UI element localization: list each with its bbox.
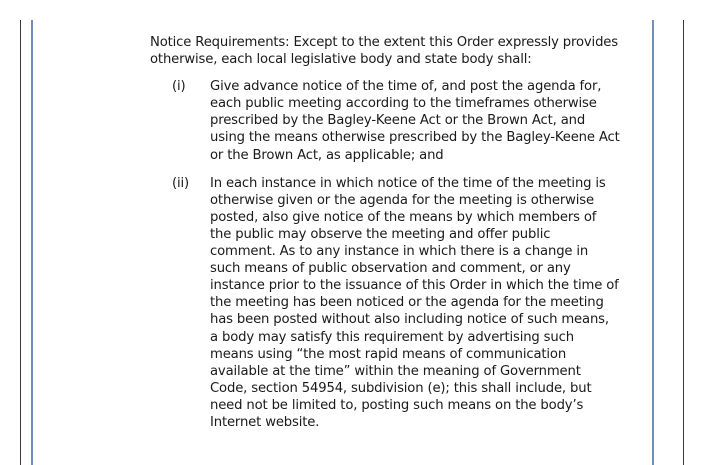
margin-guide-right <box>652 20 654 465</box>
document-body <box>150 34 620 442</box>
intro-paragraph: Notice Requirements: Except to the extent this Order expressly provides otherwise, each local legislative body and state body shall: <box>150 35 618 68</box>
list-item-i <box>150 78 620 163</box>
list-item-text: In each instance in which notice of the time of the meeting is otherwise given or the agenda for the meeting is otherwise posted, also give notice of the means by which members of the public may observe the meeting and offer public comment. As to any instance in which there is a change in such means of public observation and comment, or any instance prior to the issuance of this Order in which the time of the meeting has been noticed or the agenda for the meeting has been posted without also including notice of such means, a body may satisfy this requirement by advertising such means using “the most rapid means of communication available at the time” within the meaning of Government Code, section 54954, subdivision (e); this shall include, but need not be limited to, posting such means on the body’s Internet website. <box>210 175 619 430</box>
page-border-left <box>20 20 21 465</box>
list-marker: (ii) <box>172 175 190 191</box>
list-item-text: Give advance notice of the time of, and post the agenda for, each public meeting according to the timeframes otherwise prescribed by the Bagley-Keene Act or the Brown Act, and using the means otherwise prescribed by the Bagley-Keene Act or the Brown Act, as applicable; and <box>210 79 620 163</box>
list-marker: (i) <box>172 79 186 95</box>
page-border-right <box>683 20 684 465</box>
list-item-ii <box>150 175 620 431</box>
margin-guide-left <box>31 20 33 465</box>
